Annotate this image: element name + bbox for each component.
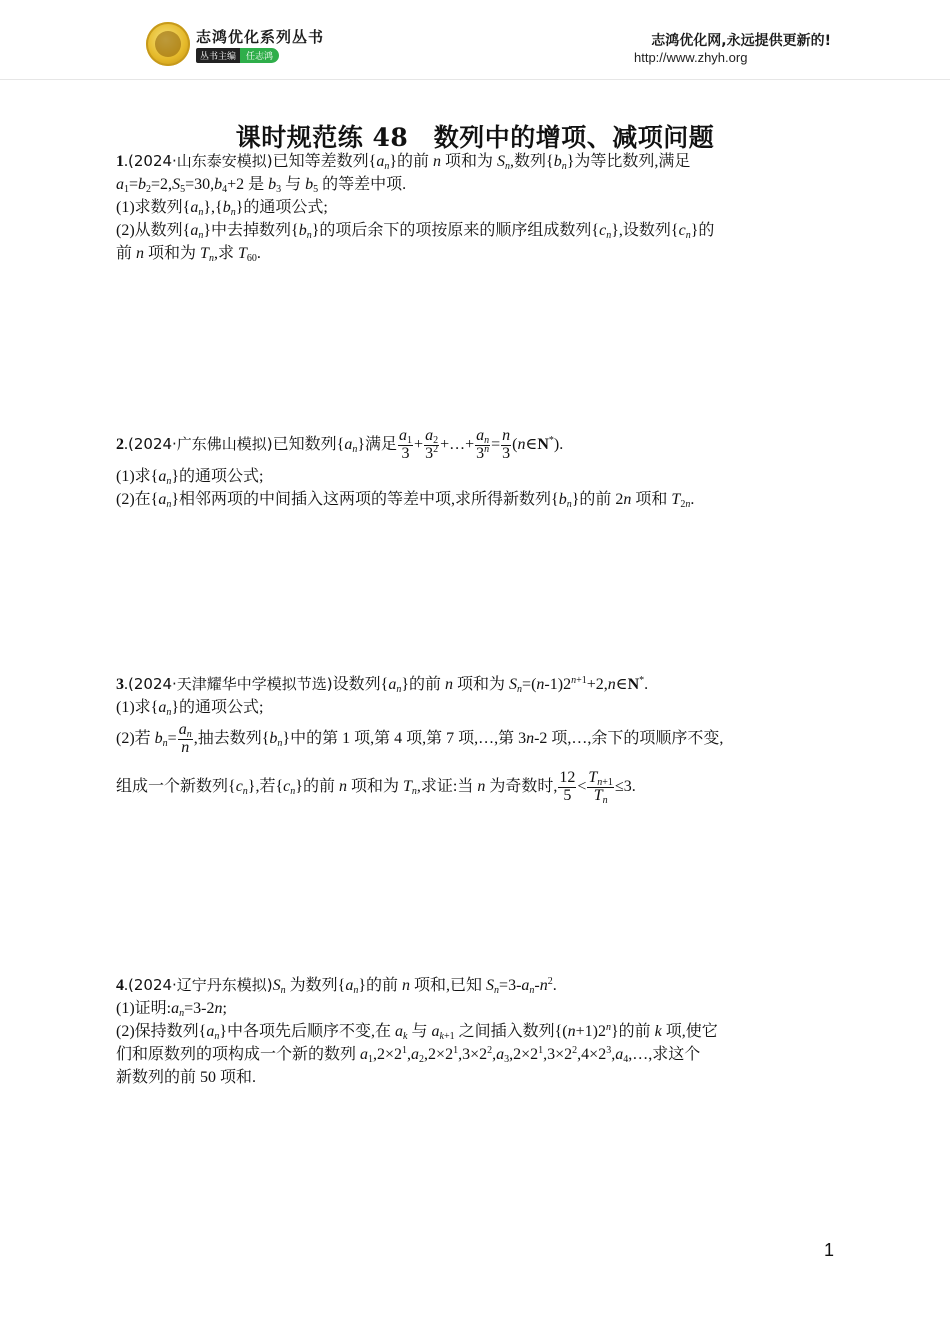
editor-name: 任志鸿 [240, 48, 279, 63]
fraction: $\frac{a_2}{3^2}$ [425, 427, 439, 462]
question-1: (1)证明$:a_n=3-2n$; [116, 1000, 227, 1019]
page-header [0, 0, 950, 80]
slogan: 志鸿优化网,永远提供更新的! [651, 33, 831, 49]
brand-logo [146, 22, 190, 66]
problem-number: 1 [116, 153, 124, 170]
problem-number: 3 [116, 676, 124, 693]
brand-name: 志鸿优化系列丛书 [196, 28, 325, 46]
header-divider [0, 79, 950, 80]
problem-number: 2 [116, 436, 124, 453]
problem-source: (2024·山东泰安模拟) [128, 152, 273, 170]
editor-tag: 丛书主编 [196, 48, 240, 63]
fraction: $\frac{a_1}{3}$ [399, 427, 413, 462]
problem-3: 3.(2024·天津耀华中学模拟节选)设数列$\{a_n\}$的前 n 项和为 $S_n=(n-1)2^{n+1}+2,n\in N^*$. (1)求$\{a_n\}$的通项公式; (2)若 $b_n=$ $\frac{a_n}{n}$ ,抽去数列$\{b_n\}$中的第 1 项,第 4 项,第 7 项,…,第 3n-2 项,…,余下的项顺序不变, 组成一个新数列$\{c_n\}$,若$\{c_n\}$的前 n 项和为 $T_n$,求证:当 n 为奇数时, $\frac{12}{5}$ < $\frac{T_{n+1}}{T_n}$ ≤3. [116, 673, 838, 807]
page-number: 1 [823, 1240, 834, 1260]
fraction: $\frac{a_n}{n}$ [178, 721, 192, 756]
editor-tags [196, 48, 279, 63]
fraction: $\frac{T_{n+1}}{T_n}$ [588, 769, 613, 806]
problem-1: 1.(2024·山东泰安模拟)已知等差数列$\{a_n\}$的前 n 项和为 $S_n$,数列$\{b_n\}$为等比数列,满足 $a_1=b_2=2,S_5=30,b_4+2$ 是 $b_3$ 与 $b_5$ 的等差中项. (1)求数列$\{a_n\},\{b_n\}$的通项公式; (2)从数列$\{a_n\}$中去掉数列$\{b_n\}$的项后余下的项按原来的顺序组成数列$\{c_n\}$,设数列$\{c_n\}$的 前 n 项和为 $T_n$,求 $T_{60}$. [116, 152, 715, 264]
problem-source: (2024·天津耀华中学模拟节选) [128, 675, 333, 693]
problem-2: 2.(2024·广东佛山模拟)已知数列$\{a_n\}$满足 $\frac{a_1}{3}$ + $\frac{a_2}{3^2}$ +…+ $\frac{a_n}{3^n}$ = $\frac{n}{3}$ (n∈N*). (1)求$\{a_n\}$的通项公式; (2)在$\{a_n\}$相邻两项的中间插入这两项的等差中项,求所得新数列$\{b_n\}$的前 2n 项和 $T_{2n}$. [116, 424, 838, 511]
question-1: (1)求$\{a_n\}$的通项公式; [116, 699, 264, 718]
page-title: 课时规范练 48 数列中的增项、减项问题 [235, 123, 715, 152]
problem-number: 4 [116, 977, 124, 994]
question-2: (2)在$\{a_n\}$相邻两项的中间插入这两项的等差中项,求所得新数列$\{b_n\}$的前 2n 项和 $T_{2n}$. [116, 491, 695, 510]
problem-4: 4.(2024·辽宁丹东模拟)$S_n$ 为数列$\{a_n\}$的前 n 项和,已知 $S_n=3-a_n-n^2$. (1)证明$:a_n=3-2n$; (2)保持数列$\{a_n\}$中各项先后顺序不变,在 $a_k$ 与 $a_{k+1}$ 之间插入数列$\{(n+1)2^n\}$的前 k 项,使它 们和原数列的项构成一个新的数列 $a_1,2\times 2^1,a_2,2\times 2^1,3\times 2^2,a_3,2\times 2^1,3\times 2^2,4\times 2^3,a_4,\dots$,求这个 新数列的前 50 项和. [116, 974, 838, 1089]
fraction: $\frac{12}{5}$ [559, 769, 576, 804]
question-1: (1)求$\{a_n\}$的通项公式; [116, 468, 264, 487]
problem-source: (2024·辽宁丹东模拟) [128, 976, 273, 994]
problem-source: (2024·广东佛山模拟) [128, 435, 273, 453]
site-url[interactable]: http://www.zhyh.org [634, 50, 748, 65]
fraction: $\frac{n}{3}$ [502, 427, 511, 462]
fraction: $\frac{a_n}{3^n}$ [476, 427, 490, 462]
